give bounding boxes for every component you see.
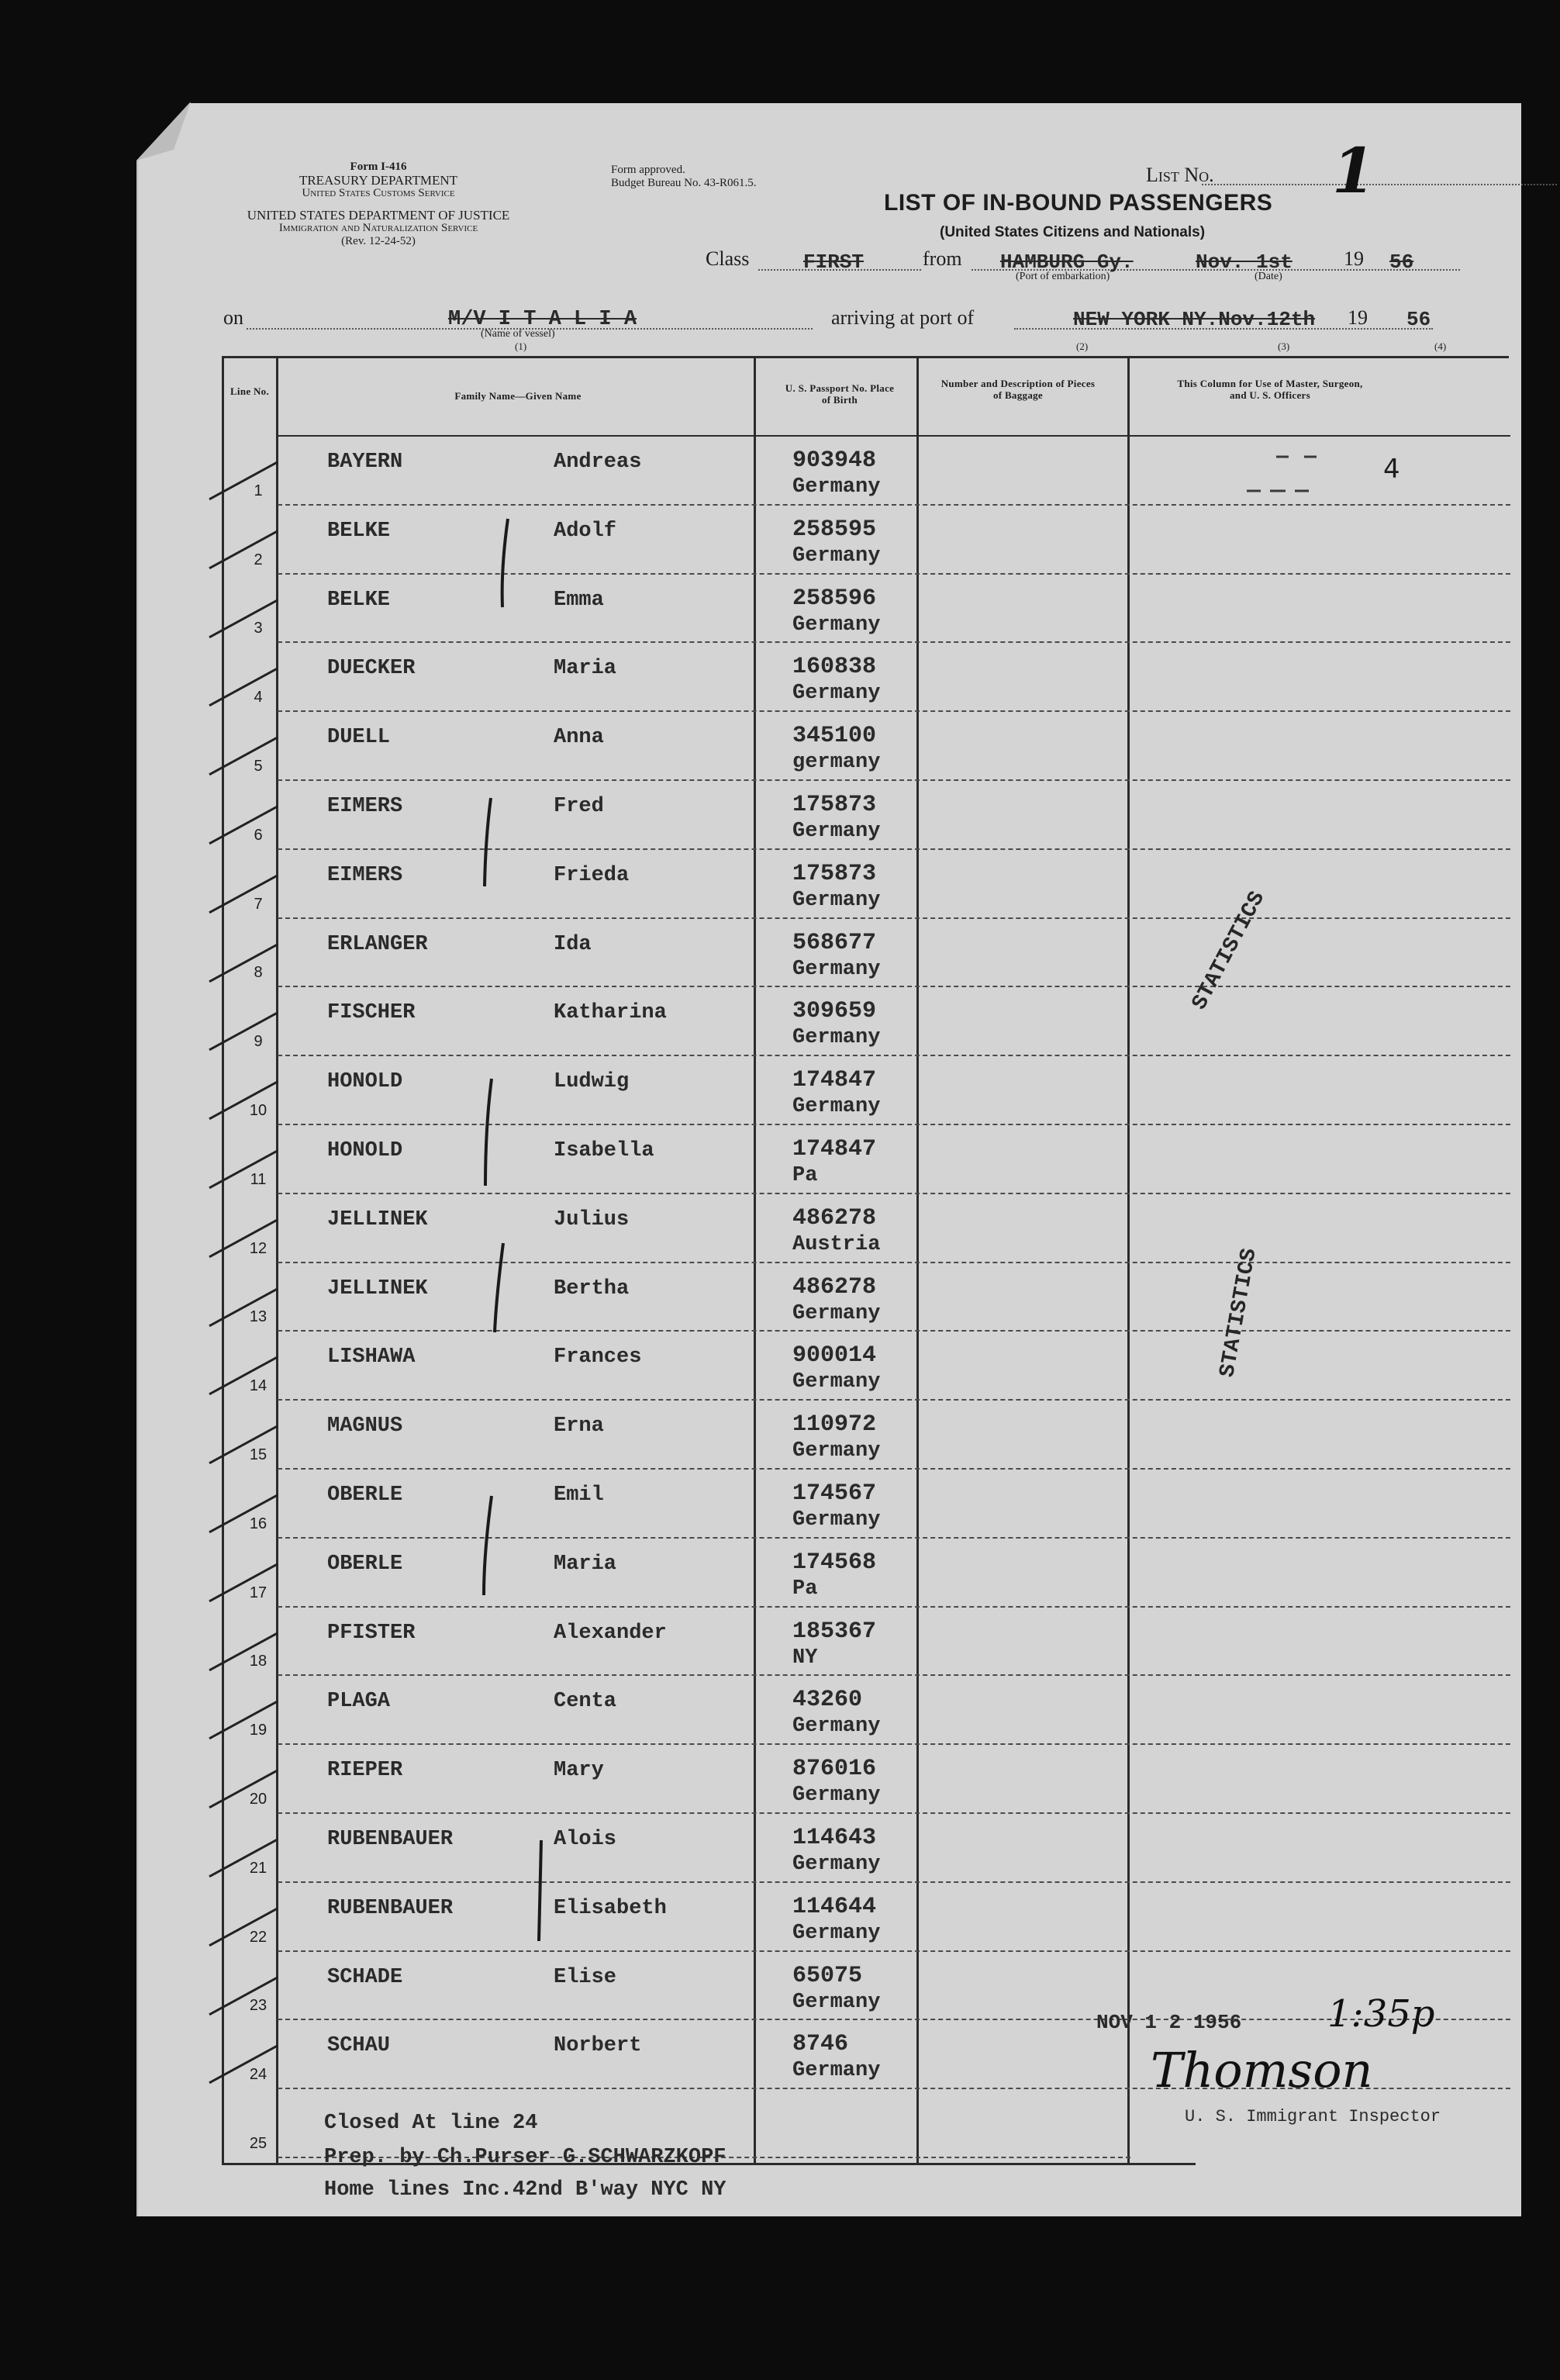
inspector-signature: Thomson [1151,2042,1373,2098]
place-of-birth: Germany [792,1853,881,1876]
passport-number: 174568 [792,1549,877,1576]
line-number: 3 [254,620,263,637]
place-of-birth: Austria [792,1232,881,1256]
place-of-birth: Germany [792,1026,881,1050]
family-name: PLAGA [327,1690,391,1714]
on-label: on [223,306,243,329]
passport-number: 65075 [792,1962,863,1989]
place-of-birth: Pa [792,1577,818,1601]
given-name: Bertha [554,1276,630,1301]
row1-pencil-mark: 4 [1383,454,1400,485]
line-number: 22 [249,1928,267,1946]
line-number: 20 [249,1790,267,1808]
line-number: 10 [249,1101,267,1119]
given-name: Fred [554,795,604,818]
line-number: 16 [249,1515,267,1532]
line-number: 13 [249,1308,267,1326]
class-label: Class [706,247,750,270]
place-of-birth: germany [792,751,881,775]
place-of-birth: Germany [792,613,881,637]
line-number: 2 [254,551,263,568]
line-number: 7 [254,895,263,913]
port-of-embarkation: HAMBURG Gy. [1000,250,1134,274]
place-of-birth: Germany [792,475,881,499]
given-name: Frances [554,1345,642,1370]
given-name: Alois [554,1828,617,1851]
arriving-label: arriving at port of [831,306,975,329]
passport-number: 568677 [792,929,877,956]
family-name: RIEPER [327,1759,403,1783]
given-name: Centa [554,1690,617,1714]
line-number: 25 [249,2134,267,2152]
manifest-page [136,103,1521,2216]
family-name: HONOLD [327,1139,403,1162]
given-name: Emil [554,1484,604,1507]
family-name: OBERLE [327,1484,403,1507]
inspector-title: U. S. Immigrant Inspector [1185,2107,1441,2126]
family-name: JELLINEK [327,1276,428,1301]
line-number: 21 [249,1859,267,1877]
budget-bureau: Budget Bureau No. 43-R061.5. [611,177,757,189]
arrival-port: NEW YORK NY.Nov.12th [1073,308,1316,331]
col-line-no: Line No. [230,385,270,397]
family-name: DUELL [327,726,391,750]
dept-justice: UNITED STATES DEPARTMENT OF JUSTICE [247,208,510,223]
family-name: BAYERN [327,451,403,474]
dept-treasury: TREASURY DEPARTMENT [299,173,458,188]
passport-number: 174847 [792,1067,877,1094]
form-subtitle: (United States Citizens and Nationals) [940,224,1206,240]
given-name: Elise [554,1965,617,1989]
place-of-birth: Germany [792,1784,881,1808]
line-number: 24 [249,2066,267,2084]
column-num-3: (3) [1278,340,1290,352]
passport-number: 114643 [792,1825,877,1851]
passport-number: 110972 [792,1411,877,1439]
place-of-birth: Germany [792,1990,881,2014]
vessel-name: M/V I T A L I A [448,308,637,331]
place-of-birth: Germany [792,1301,881,1325]
company-address: Home lines Inc.42nd B'way NYC NY [324,2178,727,2202]
place-of-birth: Germany [792,1439,881,1463]
passport-number: 345100 [792,723,877,750]
given-name: Elisabeth [554,1896,667,1920]
prepared-by: Prep. by Ch.Purser G.SCHWARZKOPF [324,2146,727,2169]
place-of-birth: Germany [792,957,881,981]
family-name: FISCHER [327,1001,416,1025]
passport-number: 175873 [792,792,877,818]
col-baggage: Number and Description of Pieces of Baggage [940,378,1096,401]
col-officers: This Column for Use of Master, Surgeon, and U. S. Officers [1177,378,1363,401]
column-num-2: (2) [1076,340,1089,352]
given-name: Ludwig [554,1070,630,1094]
line-number: 1 [254,482,263,499]
given-name: Emma [554,588,604,612]
port-caption: (Port of embarkation) [1016,271,1110,282]
place-of-birth: Pa [792,1164,818,1187]
family-name: MAGNUS [327,1415,403,1439]
place-of-birth: Germany [792,682,881,706]
family-name: ERLANGER [327,932,428,956]
list-no-value: 1 [1332,134,1375,207]
line-number: 6 [254,826,263,844]
from-label: from [923,247,962,270]
given-name: Erna [554,1415,604,1439]
place-of-birth: Germany [792,820,881,843]
given-name: Isabella [554,1139,654,1162]
passport-number: 43260 [792,1687,863,1714]
line-number: 18 [249,1653,267,1670]
family-name: BELKE [327,588,391,612]
passport-number: 174567 [792,1480,877,1507]
date-caption: (Date) [1255,271,1282,282]
line-number: 5 [254,757,263,775]
embarkation-date: Nov. 1st [1196,250,1293,274]
inspector-initials: 1:35p [1327,1992,1435,2036]
passport-number: 8746 [792,2031,849,2058]
place-of-birth: Germany [792,1508,881,1532]
form-title: LIST OF IN-BOUND PASSENGERS [884,190,1273,216]
passport-number: 309659 [792,998,877,1025]
closed-at-line: Closed At line 24 [324,2112,538,2135]
family-name: EIMERS [327,795,403,818]
column-num-4: (4) [1434,340,1447,352]
line-number: 11 [250,1170,267,1188]
given-name: Anna [554,726,604,750]
passport-number: 903948 [792,447,877,474]
dept-treasury-sub: United States Customs Service [302,187,455,199]
place-of-birth: Germany [792,1921,881,1945]
family-name: BELKE [327,519,391,543]
passport-number: 175873 [792,860,877,887]
family-name: DUECKER [327,657,416,681]
vessel-caption: (Name of vessel) [481,328,555,340]
given-name: Julius [554,1207,630,1231]
given-name: Maria [554,1552,617,1576]
passport-number: 486278 [792,1204,877,1231]
form-revision: (Rev. 12-24-52) [341,235,416,247]
family-name: LISHAWA [327,1345,416,1370]
form-number: Form I-416 [350,161,407,173]
statistics-stamp-2: STATISTICS [1216,1246,1262,1380]
arrival-year-value: 56 [1406,308,1431,331]
family-name: RUBENBAUER [327,1828,454,1851]
passport-number: 114644 [792,1893,877,1920]
class-value: FIRST [803,250,865,274]
family-name: SCHAU [327,2034,391,2058]
family-name: OBERLE [327,1552,403,1576]
dept-justice-sub: Immigration and Naturalization Service [278,222,478,234]
line-number: 12 [249,1239,267,1257]
line-number: 23 [249,1997,267,2015]
family-name: SCHADE [327,1965,403,1989]
arrival-year-prefix: 19 [1348,306,1368,329]
passport-number: 486278 [792,1273,877,1301]
line-number: 14 [249,1377,267,1395]
place-of-birth: NY [792,1646,818,1670]
given-name: Maria [554,657,617,681]
given-name: Andreas [554,451,642,474]
family-name: JELLINEK [327,1207,428,1231]
year-value: 56 [1389,250,1414,274]
list-no-label: List No. [1146,164,1214,186]
line-number: 19 [249,1722,267,1739]
col-passport: U. S. Passport No. Place of Birth [785,382,895,406]
place-of-birth: Germany [792,1370,881,1394]
passport-number: 160838 [792,654,877,681]
passport-number: 185367 [792,1618,877,1645]
place-of-birth: Germany [792,1715,881,1739]
given-name: Katharina [554,1001,667,1025]
given-name: Norbert [554,2034,642,2058]
given-name: Mary [554,1759,604,1783]
given-name: Ida [554,932,592,956]
passport-number: 258596 [792,585,877,612]
line-number: 17 [249,1584,267,1601]
passport-number: 258595 [792,516,877,543]
family-name: RUBENBAUER [327,1896,454,1920]
place-of-birth: Germany [792,544,881,568]
place-of-birth: Germany [792,2059,881,2083]
family-name: HONOLD [327,1070,403,1094]
vessel-column-num: (1) [515,340,527,352]
year-prefix: 19 [1344,247,1364,270]
form-approved: Form approved. [611,164,685,176]
family-name: EIMERS [327,863,403,887]
statistics-stamp: STATISTICS [1188,887,1271,1014]
line-number: 9 [254,1033,263,1051]
given-name: Frieda [554,863,630,887]
pencil-marks [138,103,1521,2216]
line-number: 4 [254,689,263,706]
line-number: 15 [249,1446,267,1463]
passport-number: 876016 [792,1756,877,1783]
given-name: Adolf [554,519,617,543]
place-of-birth: Germany [792,888,881,912]
passport-number: 174847 [792,1136,877,1162]
col-name: Family Name—Given Name [454,390,582,402]
family-name: PFISTER [327,1621,416,1645]
line-number: 8 [254,964,263,982]
passport-number: 900014 [792,1342,877,1370]
place-of-birth: Germany [792,1095,881,1119]
inspection-date-stamp: NOV 1 2 1956 [1096,2011,1242,2034]
given-name: Alexander [554,1621,667,1645]
